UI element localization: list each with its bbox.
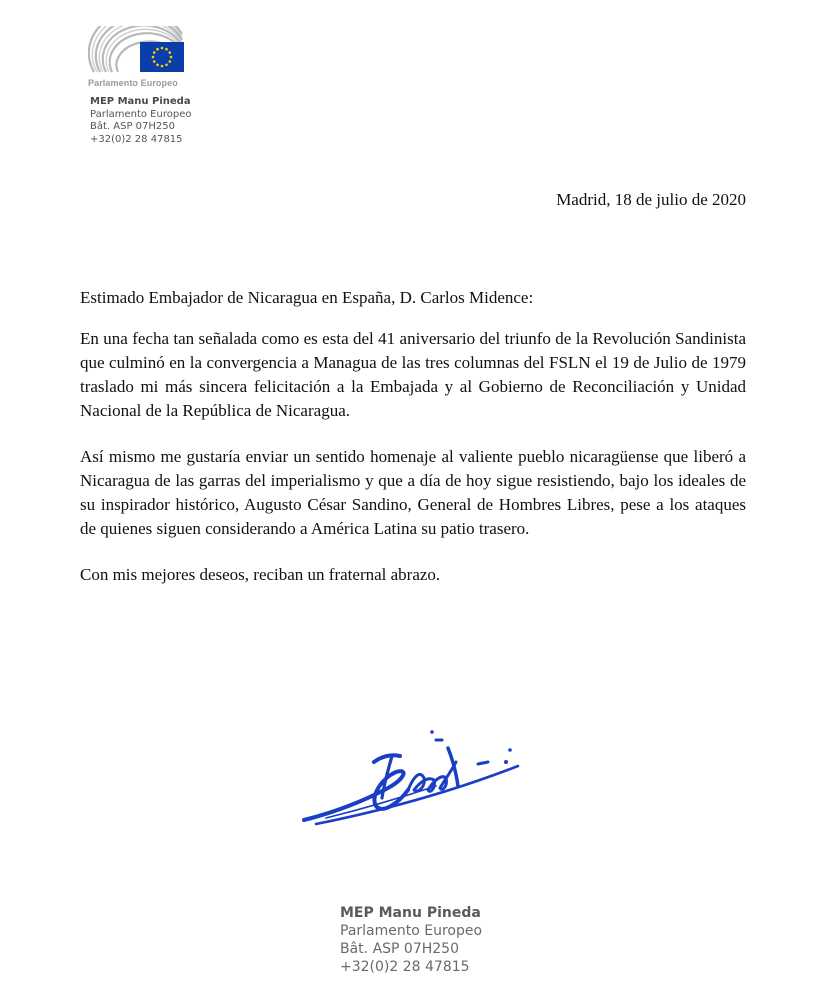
header-contact-block xyxy=(90,96,191,146)
handwritten-signature-icon xyxy=(296,720,536,830)
letter-salutation: Estimado Embajador de Nicaragua en España, D. Carlos Midence: xyxy=(80,288,534,307)
logo-caption: Parlamento Europeo xyxy=(88,78,178,88)
letter-date: Madrid, 18 de julio de 2020 xyxy=(556,190,746,209)
footer-contact-phone: +32(0)2 28 47815 xyxy=(340,959,470,975)
header-contact-office: Bât. ASP 07H250 xyxy=(90,121,175,132)
letter-body xyxy=(80,286,746,587)
footer-contact-block xyxy=(340,904,482,976)
letter-paragraph-2: Así mismo me gustaría enviar un sentido homenaje al valiente pueblo nicaragüense que liberó a Nicaragua de las garras del imperialismo y que a día de hoy sigue resistiendo, bajo los ideales de su inspirador histórico, Augusto César Sandino, General de Hombres Libres, pese a los ataques de quienes siguen considerando a América Latina su patio trasero. xyxy=(80,447,746,538)
header-contact-phone: +32(0)2 28 47815 xyxy=(90,133,183,145)
footer-contact-org: Parlamento Europeo xyxy=(340,923,483,939)
letter-paragraph-1: En una fecha tan señalada como es esta del 41 aniversario del triunfo de la Revolución Sandinista que culminó en la convergencia a Managua de las tres columnas del FSLN el 19 de Julio de 1979 traslado mi más sincera felicitación a la Embajada y al Gobierno de Reconciliación y Unidad Nacional de la República de Nicaragua. xyxy=(80,329,746,420)
european-parliament-logo xyxy=(88,26,198,88)
footer-contact-office: Bât. ASP 07H250 xyxy=(340,941,459,957)
eu-flag-icon xyxy=(140,42,184,72)
footer-contact-name: MEP Manu Pineda xyxy=(340,905,481,921)
european-parliament-hemicycle-logo-icon xyxy=(88,26,188,76)
letter-closing: Con mis mejores deseos, reciban un fraternal abrazo. xyxy=(80,565,441,584)
header-contact-org: Parlamento Europeo xyxy=(90,108,192,120)
header-contact-name: MEP Manu Pineda xyxy=(90,96,191,107)
